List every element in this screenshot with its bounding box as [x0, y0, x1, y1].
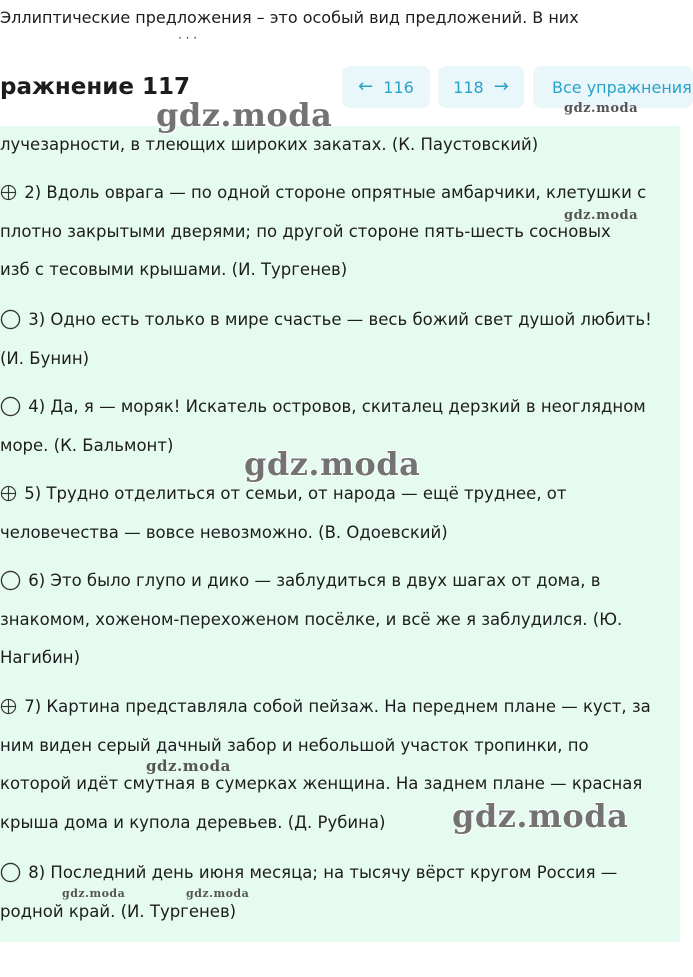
answer-line-wrap [0, 388, 680, 427]
circle-icon [0, 396, 21, 417]
answer-line-wrap [0, 688, 680, 727]
answer-line: плотно закрытыми дверями; по другой стороне пять-шесть сосновых [0, 221, 611, 241]
prev-exercise-label: 116 [383, 77, 414, 97]
watermark-logo: gdz.moda [564, 101, 639, 116]
answer-line: изб с тесовыми крышами. (И. Тургенев) [0, 260, 348, 279]
answer-line: 4) Да, я — моряк! Искатель островов, скиталец дерзкий в неоглядном [28, 397, 646, 416]
answer-line: 7) Картина представляла собой пейзаж. На переднем плане — куст, за [24, 697, 651, 716]
prev-exercise-button[interactable] [342, 66, 430, 108]
watermark-logo: gdz.moda [186, 887, 250, 900]
answer-line: 3) Одно есть только в мире счастье — весь божий свет душой любить! [28, 310, 652, 329]
answer-line: знакомом, хоженом-перехоженом посёлке, и всё же я заблудился. (Ю. [0, 609, 623, 629]
cut-text: · · · [178, 31, 198, 45]
arrow-right-icon: → [493, 76, 509, 97]
answer-line-wrap [0, 174, 680, 213]
answer-item [0, 174, 680, 290]
arrow-left-icon: ← [358, 76, 374, 97]
answer-line: 8) Последний день июня месяца; на тысячу вёрст кругом Россия — [28, 863, 618, 882]
answer-line: человечества — вовсе невозможно. (В. Одоевский) [0, 522, 448, 542]
watermark-logo: gdz.moda [62, 887, 126, 900]
next-exercise-label: 118 [453, 77, 484, 97]
watermark-logo: gdz.moda [146, 757, 231, 775]
exercise-title: ражнение 117 [0, 74, 190, 100]
circle-icon [0, 862, 21, 883]
answer-line: ним виден серый дачный забор и небольшой участок тропинки, по [0, 735, 589, 755]
circle-icon [0, 309, 21, 330]
answer-line: лучезарности, в тлеющих широких закатах. (К. Паустовский) [0, 135, 539, 154]
answer-line: которой идёт смутная в сумерках женщина. На заднем плане — красная [0, 774, 643, 793]
answer-line-wrap [0, 301, 680, 340]
answer-line: (И. Бунин) [0, 348, 90, 368]
watermark-logo: gdz.moda [156, 96, 333, 134]
answer-item [0, 126, 680, 165]
circle-icon [0, 570, 21, 591]
next-exercise-button[interactable] [438, 66, 524, 108]
intro-text: Эллиптические предложения – это особый вид предложений. В них [0, 8, 579, 27]
answer-item [0, 301, 680, 378]
answer-line: море. (К. Бальмонт) [0, 435, 174, 455]
answer-line: 6) Это было глупо и дико — заблудиться в двух шагах от дома, в [28, 571, 601, 590]
answer-item [0, 562, 680, 678]
plus-circle-icon [0, 485, 17, 502]
all-exercises-label: Все упражнения [552, 77, 692, 97]
watermark-logo: gdz.moda [452, 797, 629, 835]
answer-item [0, 475, 680, 552]
answer-line: 5) Трудно отделиться от семьи, от народа — ещё труднее, от [24, 484, 567, 503]
answer-line: родной край. (И. Тургенев) [0, 901, 237, 921]
watermark-logo: gdz.moda [564, 208, 639, 223]
answer-line: Нагибин) [0, 648, 81, 667]
plus-circle-icon [0, 698, 17, 715]
answer-line-wrap [0, 562, 680, 601]
answer-line: крыша дома и купола деревьев. (Д. Рубина) [0, 812, 386, 832]
answer-line: 2) Вдоль оврага — по одной стороне опрятные амбарчики, клетушки с [24, 183, 647, 202]
cut-text-line [0, 31, 680, 48]
watermark-logo: gdz.moda [244, 445, 421, 483]
plus-circle-icon [0, 184, 17, 201]
